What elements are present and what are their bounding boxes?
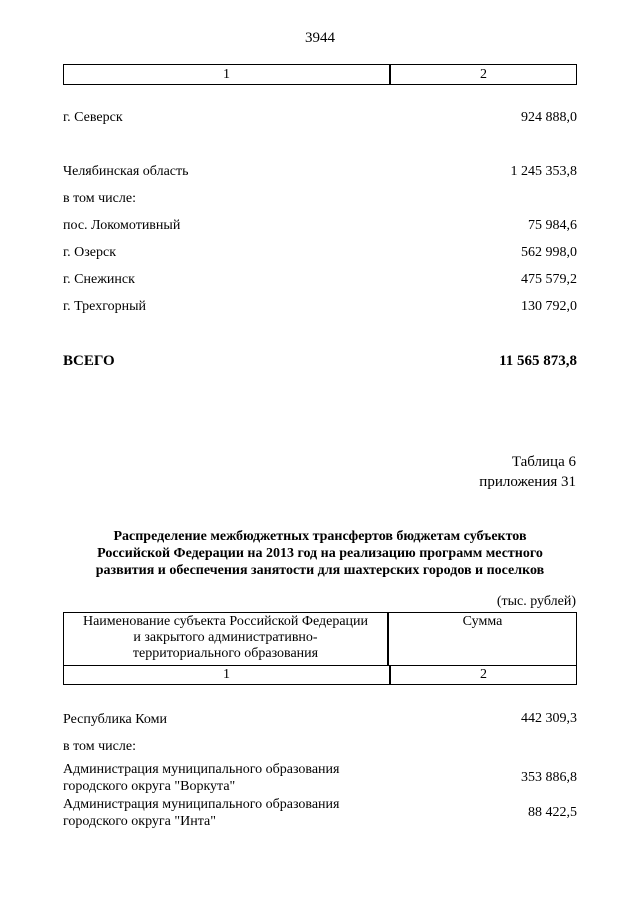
row-name-line: Администрация муниципального образования [63,762,340,777]
row-name: Челябинская область [63,164,189,179]
row-name: пос. Локомотивный [63,218,181,233]
row-name: в том числе: [63,191,136,206]
unit-label: (тыс. рублей) [496,594,576,609]
table-reference [479,452,576,492]
table-row [63,761,577,795]
table-row [63,272,577,292]
header-line: Наименование субъекта Российской Федерации [82,614,369,629]
row-name-line: Администрация муниципального образования [63,797,340,812]
row-name-line: городского округа "Инта" [63,814,216,829]
total-value: 11 565 873,8 [499,353,577,369]
row-value: 562 998,0 [521,245,577,260]
page-number: 3944 [305,30,335,46]
row-name: г. Северск [63,110,123,125]
column-number-1: 1 [64,666,391,684]
table-row [63,245,577,265]
row-value: 475 579,2 [521,272,577,287]
row-value: 1 245 353,8 [510,164,577,179]
header-line: и закрытого административно- [133,630,318,645]
row-value: 353 886,8 [521,770,577,785]
header-line: территориального образования [132,646,319,661]
row-name: г. Снежинск [63,272,135,287]
table-row [63,218,577,238]
total-row [63,353,577,373]
distribution-table-header [63,612,577,685]
row-name: в том числе: [63,739,136,754]
table-row [63,796,577,830]
table-row [63,191,577,211]
table-row [63,110,577,130]
heading-line: Российской Федерации на 2013 год на реализацию программ местного [97,546,543,561]
column-number-header [63,64,577,85]
column-number-2: 2 [480,667,487,682]
row-value: 442 309,3 [521,711,577,726]
heading-line: Распределение межбюджетных трансфертов бюджетам субъектов [113,529,527,544]
header-sum-column: Сумма [462,614,503,629]
appendix-number: приложения 31 [479,474,576,490]
document-heading [40,528,600,579]
column-number-row [64,666,576,684]
row-value: 924 888,0 [521,110,577,125]
row-name: г. Трехгорный [63,299,146,314]
table-number: Таблица 6 [511,454,576,470]
table-row [63,711,577,728]
row-value: 75 984,6 [528,218,577,233]
heading-line: развития и обеспечения занятости для шахтерских городов и поселков [95,563,545,578]
total-label: ВСЕГО [63,353,115,369]
column-number-2: 2 [480,66,487,82]
table-row [63,299,577,319]
row-name-line: городского округа "Воркута" [63,779,236,794]
row-value: 130 792,0 [521,299,577,314]
header-row [64,613,576,666]
row-name: Республика Коми [63,712,167,727]
row-name: г. Озерск [63,245,117,260]
row-value: 88 422,5 [528,805,577,820]
header-name-column [64,613,389,665]
table-row [63,164,577,184]
table-row [63,738,577,755]
column-number-1: 1 [64,65,391,84]
